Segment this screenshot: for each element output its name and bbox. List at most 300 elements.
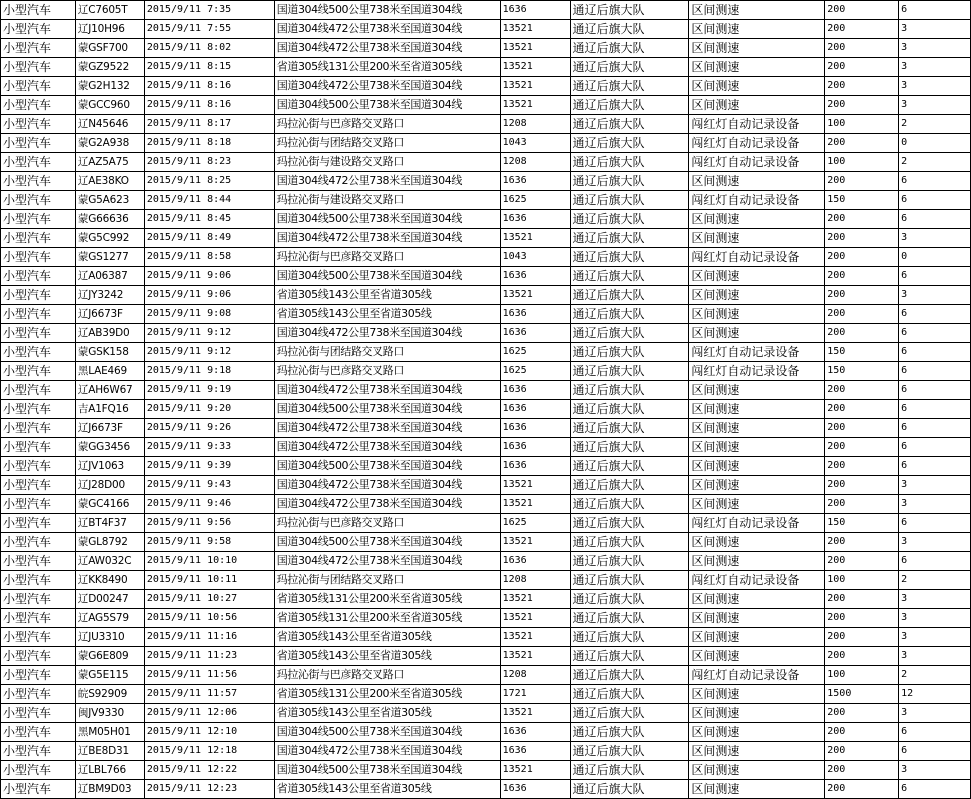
datetime-cell[interactable]: 2015/9/11 12:23 (144, 780, 274, 799)
vehicle-type-cell[interactable]: 小型汽车 (1, 172, 76, 191)
code-cell[interactable]: 1636 (500, 381, 570, 400)
points-cell[interactable]: 2 (899, 571, 971, 590)
code-cell[interactable]: 1625 (500, 343, 570, 362)
location-cell[interactable]: 玛拉沁街与团结路交叉路口 (274, 571, 500, 590)
location-cell[interactable]: 省道305线143公里至省道305线 (274, 628, 500, 647)
unit-cell[interactable]: 通辽后旗大队 (570, 419, 689, 438)
table-row[interactable] (1, 96, 971, 115)
datetime-cell[interactable]: 2015/9/11 9:08 (144, 305, 274, 324)
location-cell[interactable]: 国道304线500公里738米至国道304线 (274, 96, 500, 115)
points-cell[interactable]: 6 (899, 723, 971, 742)
unit-cell[interactable]: 通辽后旗大队 (570, 571, 689, 590)
device-cell[interactable]: 区间测速 (689, 77, 825, 96)
plate-number-cell[interactable]: 蒙GG3456 (75, 438, 144, 457)
points-cell[interactable]: 2 (899, 666, 971, 685)
table-row[interactable] (1, 1, 971, 20)
table-row[interactable] (1, 77, 971, 96)
points-cell[interactable]: 6 (899, 267, 971, 286)
points-cell[interactable]: 3 (899, 58, 971, 77)
unit-cell[interactable]: 通辽后旗大队 (570, 457, 689, 476)
device-cell[interactable]: 闯红灯自动记录设备 (689, 191, 825, 210)
plate-number-cell[interactable]: 辽JY3242 (75, 286, 144, 305)
device-cell[interactable]: 闯红灯自动记录设备 (689, 666, 825, 685)
vehicle-type-cell[interactable]: 小型汽车 (1, 115, 76, 134)
code-cell[interactable]: 1636 (500, 723, 570, 742)
unit-cell[interactable]: 通辽后旗大队 (570, 495, 689, 514)
device-cell[interactable]: 区间测速 (689, 210, 825, 229)
table-row[interactable] (1, 210, 971, 229)
plate-number-cell[interactable]: 蒙GSK158 (75, 343, 144, 362)
location-cell[interactable]: 国道304线472公里738米至国道304线 (274, 20, 500, 39)
datetime-cell[interactable]: 2015/9/11 8:15 (144, 58, 274, 77)
vehicle-type-cell[interactable]: 小型汽车 (1, 571, 76, 590)
code-cell[interactable]: 1636 (500, 267, 570, 286)
datetime-cell[interactable]: 2015/9/11 7:55 (144, 20, 274, 39)
unit-cell[interactable]: 通辽后旗大队 (570, 761, 689, 780)
plate-number-cell[interactable]: 辽JV1063 (75, 457, 144, 476)
unit-cell[interactable]: 通辽后旗大队 (570, 153, 689, 172)
vehicle-type-cell[interactable]: 小型汽车 (1, 495, 76, 514)
code-cell[interactable]: 1636 (500, 172, 570, 191)
location-cell[interactable]: 省道305线143公里至省道305线 (274, 704, 500, 723)
location-cell[interactable]: 国道304线472公里738米至国道304线 (274, 39, 500, 58)
fine-cell[interactable]: 150 (825, 343, 899, 362)
datetime-cell[interactable]: 2015/9/11 8:25 (144, 172, 274, 191)
plate-number-cell[interactable]: 蒙GL8792 (75, 533, 144, 552)
datetime-cell[interactable]: 2015/9/11 8:45 (144, 210, 274, 229)
unit-cell[interactable]: 通辽后旗大队 (570, 96, 689, 115)
fine-cell[interactable]: 100 (825, 666, 899, 685)
vehicle-type-cell[interactable]: 小型汽车 (1, 20, 76, 39)
plate-number-cell[interactable]: 蒙GCC960 (75, 96, 144, 115)
location-cell[interactable]: 玛拉沁街与团结路交叉路口 (274, 134, 500, 153)
location-cell[interactable]: 省道305线131公里200米至省道305线 (274, 685, 500, 704)
plate-number-cell[interactable]: 辽AG5S79 (75, 609, 144, 628)
table-row[interactable] (1, 761, 971, 780)
table-row[interactable] (1, 685, 971, 704)
points-cell[interactable]: 3 (899, 647, 971, 666)
fine-cell[interactable]: 200 (825, 39, 899, 58)
fine-cell[interactable]: 200 (825, 267, 899, 286)
code-cell[interactable]: 1636 (500, 438, 570, 457)
points-cell[interactable]: 3 (899, 761, 971, 780)
points-cell[interactable]: 6 (899, 742, 971, 761)
code-cell[interactable]: 1208 (500, 115, 570, 134)
points-cell[interactable]: 6 (899, 362, 971, 381)
code-cell[interactable]: 13521 (500, 20, 570, 39)
vehicle-type-cell[interactable]: 小型汽车 (1, 666, 76, 685)
fine-cell[interactable]: 1500 (825, 685, 899, 704)
datetime-cell[interactable]: 2015/9/11 9:26 (144, 419, 274, 438)
table-row[interactable] (1, 362, 971, 381)
device-cell[interactable]: 区间测速 (689, 39, 825, 58)
datetime-cell[interactable]: 2015/9/11 9:19 (144, 381, 274, 400)
table-row[interactable] (1, 20, 971, 39)
points-cell[interactable]: 6 (899, 172, 971, 191)
fine-cell[interactable]: 200 (825, 590, 899, 609)
code-cell[interactable]: 1208 (500, 571, 570, 590)
device-cell[interactable]: 区间测速 (689, 552, 825, 571)
location-cell[interactable]: 省道305线143公里至省道305线 (274, 647, 500, 666)
unit-cell[interactable]: 通辽后旗大队 (570, 666, 689, 685)
code-cell[interactable]: 13521 (500, 628, 570, 647)
fine-cell[interactable]: 200 (825, 77, 899, 96)
device-cell[interactable]: 区间测速 (689, 1, 825, 20)
code-cell[interactable]: 1208 (500, 666, 570, 685)
points-cell[interactable]: 6 (899, 457, 971, 476)
plate-number-cell[interactable]: 辽A06387 (75, 267, 144, 286)
fine-cell[interactable]: 200 (825, 305, 899, 324)
device-cell[interactable]: 闯红灯自动记录设备 (689, 362, 825, 381)
datetime-cell[interactable]: 2015/9/11 8:02 (144, 39, 274, 58)
plate-number-cell[interactable]: 黑LAE469 (75, 362, 144, 381)
plate-number-cell[interactable]: 蒙G2A938 (75, 134, 144, 153)
location-cell[interactable]: 国道304线472公里738米至国道304线 (274, 381, 500, 400)
plate-number-cell[interactable]: 蒙GS1277 (75, 248, 144, 267)
datetime-cell[interactable]: 2015/9/11 9:12 (144, 343, 274, 362)
table-row[interactable] (1, 343, 971, 362)
plate-number-cell[interactable]: 皖S92909 (75, 685, 144, 704)
fine-cell[interactable]: 100 (825, 115, 899, 134)
unit-cell[interactable]: 通辽后旗大队 (570, 742, 689, 761)
points-cell[interactable]: 3 (899, 704, 971, 723)
plate-number-cell[interactable]: 辽LBL766 (75, 761, 144, 780)
location-cell[interactable]: 国道304线472公里738米至国道304线 (274, 229, 500, 248)
location-cell[interactable]: 玛拉沁街与巴彦路交叉路口 (274, 115, 500, 134)
points-cell[interactable]: 6 (899, 419, 971, 438)
points-cell[interactable]: 3 (899, 96, 971, 115)
points-cell[interactable]: 0 (899, 134, 971, 153)
location-cell[interactable]: 国道304线472公里738米至国道304线 (274, 742, 500, 761)
points-cell[interactable]: 6 (899, 552, 971, 571)
table-row[interactable] (1, 552, 971, 571)
table-row[interactable] (1, 628, 971, 647)
fine-cell[interactable]: 200 (825, 457, 899, 476)
fine-cell[interactable]: 200 (825, 324, 899, 343)
vehicle-type-cell[interactable]: 小型汽车 (1, 153, 76, 172)
datetime-cell[interactable]: 2015/9/11 9:06 (144, 286, 274, 305)
plate-number-cell[interactable]: 辽BT4F37 (75, 514, 144, 533)
code-cell[interactable]: 1625 (500, 362, 570, 381)
location-cell[interactable]: 国道304线500公里738米至国道304线 (274, 267, 500, 286)
unit-cell[interactable]: 通辽后旗大队 (570, 476, 689, 495)
code-cell[interactable]: 1636 (500, 400, 570, 419)
table-row[interactable] (1, 305, 971, 324)
unit-cell[interactable]: 通辽后旗大队 (570, 20, 689, 39)
plate-number-cell[interactable]: 蒙GZ9522 (75, 58, 144, 77)
device-cell[interactable]: 区间测速 (689, 761, 825, 780)
vehicle-type-cell[interactable]: 小型汽车 (1, 305, 76, 324)
unit-cell[interactable]: 通辽后旗大队 (570, 115, 689, 134)
table-row[interactable] (1, 381, 971, 400)
points-cell[interactable]: 3 (899, 20, 971, 39)
device-cell[interactable]: 区间测速 (689, 685, 825, 704)
location-cell[interactable]: 国道304线500公里738米至国道304线 (274, 1, 500, 20)
table-row[interactable] (1, 723, 971, 742)
datetime-cell[interactable]: 2015/9/11 11:57 (144, 685, 274, 704)
table-row[interactable] (1, 438, 971, 457)
datetime-cell[interactable]: 2015/9/11 8:44 (144, 191, 274, 210)
table-row[interactable] (1, 324, 971, 343)
unit-cell[interactable]: 通辽后旗大队 (570, 305, 689, 324)
unit-cell[interactable]: 通辽后旗大队 (570, 343, 689, 362)
plate-number-cell[interactable]: 吉A1FQ16 (75, 400, 144, 419)
vehicle-type-cell[interactable]: 小型汽车 (1, 685, 76, 704)
location-cell[interactable]: 省道305线131公里200米至省道305线 (274, 609, 500, 628)
table-row[interactable] (1, 704, 971, 723)
unit-cell[interactable]: 通辽后旗大队 (570, 39, 689, 58)
location-cell[interactable]: 国道304线500公里738米至国道304线 (274, 210, 500, 229)
device-cell[interactable]: 区间测速 (689, 172, 825, 191)
unit-cell[interactable]: 通辽后旗大队 (570, 647, 689, 666)
plate-number-cell[interactable]: 辽C7605T (75, 1, 144, 20)
unit-cell[interactable]: 通辽后旗大队 (570, 210, 689, 229)
location-cell[interactable]: 国道304线500公里738米至国道304线 (274, 457, 500, 476)
datetime-cell[interactable]: 2015/9/11 7:35 (144, 1, 274, 20)
vehicle-type-cell[interactable]: 小型汽车 (1, 210, 76, 229)
table-row[interactable] (1, 514, 971, 533)
unit-cell[interactable]: 通辽后旗大队 (570, 780, 689, 799)
location-cell[interactable]: 省道305线143公里至省道305线 (274, 286, 500, 305)
points-cell[interactable]: 2 (899, 115, 971, 134)
datetime-cell[interactable]: 2015/9/11 9:43 (144, 476, 274, 495)
code-cell[interactable]: 13521 (500, 704, 570, 723)
location-cell[interactable]: 国道304线472公里738米至国道304线 (274, 438, 500, 457)
location-cell[interactable]: 玛拉沁街与巴彦路交叉路口 (274, 248, 500, 267)
vehicle-type-cell[interactable]: 小型汽车 (1, 248, 76, 267)
plate-number-cell[interactable]: 辽AE38KO (75, 172, 144, 191)
device-cell[interactable]: 区间测速 (689, 229, 825, 248)
device-cell[interactable]: 闯红灯自动记录设备 (689, 115, 825, 134)
plate-number-cell[interactable]: 蒙G2H132 (75, 77, 144, 96)
device-cell[interactable]: 闯红灯自动记录设备 (689, 514, 825, 533)
table-row[interactable] (1, 172, 971, 191)
location-cell[interactable]: 玛拉沁街与巴彦路交叉路口 (274, 362, 500, 381)
table-row[interactable] (1, 419, 971, 438)
fine-cell[interactable]: 150 (825, 514, 899, 533)
code-cell[interactable]: 13521 (500, 286, 570, 305)
location-cell[interactable]: 省道305线131公里200米至省道305线 (274, 58, 500, 77)
fine-cell[interactable]: 200 (825, 286, 899, 305)
unit-cell[interactable]: 通辽后旗大队 (570, 191, 689, 210)
points-cell[interactable]: 3 (899, 628, 971, 647)
location-cell[interactable]: 省道305线143公里至省道305线 (274, 305, 500, 324)
plate-number-cell[interactable]: 辽BE8D31 (75, 742, 144, 761)
unit-cell[interactable]: 通辽后旗大队 (570, 172, 689, 191)
unit-cell[interactable]: 通辽后旗大队 (570, 362, 689, 381)
unit-cell[interactable]: 通辽后旗大队 (570, 533, 689, 552)
datetime-cell[interactable]: 2015/9/11 9:56 (144, 514, 274, 533)
fine-cell[interactable]: 200 (825, 134, 899, 153)
location-cell[interactable]: 国道304线472公里738米至国道304线 (274, 495, 500, 514)
table-row[interactable] (1, 533, 971, 552)
code-cell[interactable]: 1208 (500, 153, 570, 172)
table-row[interactable] (1, 267, 971, 286)
table-row[interactable] (1, 191, 971, 210)
datetime-cell[interactable]: 2015/9/11 9:06 (144, 267, 274, 286)
location-cell[interactable]: 玛拉沁街与建设路交叉路口 (274, 153, 500, 172)
unit-cell[interactable]: 通辽后旗大队 (570, 58, 689, 77)
code-cell[interactable]: 13521 (500, 96, 570, 115)
unit-cell[interactable]: 通辽后旗大队 (570, 514, 689, 533)
plate-number-cell[interactable]: 蒙G5C992 (75, 229, 144, 248)
vehicle-type-cell[interactable]: 小型汽车 (1, 362, 76, 381)
device-cell[interactable]: 区间测速 (689, 742, 825, 761)
vehicle-type-cell[interactable]: 小型汽车 (1, 552, 76, 571)
datetime-cell[interactable]: 2015/9/11 10:27 (144, 590, 274, 609)
device-cell[interactable]: 闯红灯自动记录设备 (689, 248, 825, 267)
datetime-cell[interactable]: 2015/9/11 10:56 (144, 609, 274, 628)
device-cell[interactable]: 区间测速 (689, 286, 825, 305)
plate-number-cell[interactable]: 蒙G5A623 (75, 191, 144, 210)
fine-cell[interactable]: 100 (825, 571, 899, 590)
plate-number-cell[interactable]: 辽J10H96 (75, 20, 144, 39)
vehicle-type-cell[interactable]: 小型汽车 (1, 514, 76, 533)
datetime-cell[interactable]: 2015/9/11 8:49 (144, 229, 274, 248)
code-cell[interactable]: 13521 (500, 39, 570, 58)
unit-cell[interactable]: 通辽后旗大队 (570, 267, 689, 286)
code-cell[interactable]: 13521 (500, 58, 570, 77)
fine-cell[interactable]: 200 (825, 58, 899, 77)
fine-cell[interactable]: 200 (825, 647, 899, 666)
table-row[interactable] (1, 134, 971, 153)
plate-number-cell[interactable]: 辽AW032C (75, 552, 144, 571)
unit-cell[interactable]: 通辽后旗大队 (570, 628, 689, 647)
device-cell[interactable]: 闯红灯自动记录设备 (689, 343, 825, 362)
fine-cell[interactable]: 200 (825, 533, 899, 552)
code-cell[interactable]: 13521 (500, 533, 570, 552)
unit-cell[interactable]: 通辽后旗大队 (570, 400, 689, 419)
table-row[interactable] (1, 476, 971, 495)
device-cell[interactable]: 区间测速 (689, 305, 825, 324)
vehicle-type-cell[interactable]: 小型汽车 (1, 343, 76, 362)
code-cell[interactable]: 1721 (500, 685, 570, 704)
plate-number-cell[interactable]: 辽N45646 (75, 115, 144, 134)
code-cell[interactable]: 13521 (500, 77, 570, 96)
points-cell[interactable]: 0 (899, 248, 971, 267)
datetime-cell[interactable]: 2015/9/11 12:06 (144, 704, 274, 723)
device-cell[interactable]: 区间测速 (689, 704, 825, 723)
fine-cell[interactable]: 200 (825, 20, 899, 39)
points-cell[interactable]: 3 (899, 495, 971, 514)
location-cell[interactable]: 国道304线500公里738米至国道304线 (274, 761, 500, 780)
unit-cell[interactable]: 通辽后旗大队 (570, 1, 689, 20)
unit-cell[interactable]: 通辽后旗大队 (570, 324, 689, 343)
device-cell[interactable]: 区间测速 (689, 628, 825, 647)
table-row[interactable] (1, 742, 971, 761)
points-cell[interactable]: 6 (899, 210, 971, 229)
points-cell[interactable]: 12 (899, 685, 971, 704)
fine-cell[interactable]: 200 (825, 495, 899, 514)
device-cell[interactable]: 区间测速 (689, 58, 825, 77)
points-cell[interactable]: 3 (899, 533, 971, 552)
vehicle-type-cell[interactable]: 小型汽车 (1, 457, 76, 476)
code-cell[interactable]: 1636 (500, 419, 570, 438)
vehicle-type-cell[interactable]: 小型汽车 (1, 590, 76, 609)
location-cell[interactable]: 玛拉沁街与团结路交叉路口 (274, 343, 500, 362)
fine-cell[interactable]: 200 (825, 172, 899, 191)
fine-cell[interactable]: 200 (825, 400, 899, 419)
datetime-cell[interactable]: 2015/9/11 12:10 (144, 723, 274, 742)
device-cell[interactable]: 区间测速 (689, 647, 825, 666)
device-cell[interactable]: 区间测速 (689, 267, 825, 286)
points-cell[interactable]: 6 (899, 1, 971, 20)
code-cell[interactable]: 13521 (500, 647, 570, 666)
points-cell[interactable]: 6 (899, 438, 971, 457)
plate-number-cell[interactable]: 闽JV9330 (75, 704, 144, 723)
plate-number-cell[interactable]: 蒙GC4166 (75, 495, 144, 514)
vehicle-type-cell[interactable]: 小型汽车 (1, 381, 76, 400)
points-cell[interactable]: 2 (899, 153, 971, 172)
location-cell[interactable]: 玛拉沁街与巴彦路交叉路口 (274, 514, 500, 533)
points-cell[interactable]: 3 (899, 229, 971, 248)
vehicle-type-cell[interactable]: 小型汽车 (1, 96, 76, 115)
location-cell[interactable]: 国道304线472公里738米至国道304线 (274, 77, 500, 96)
plate-number-cell[interactable]: 辽J28D00 (75, 476, 144, 495)
datetime-cell[interactable]: 2015/9/11 11:56 (144, 666, 274, 685)
fine-cell[interactable]: 200 (825, 96, 899, 115)
code-cell[interactable]: 1043 (500, 248, 570, 267)
fine-cell[interactable]: 200 (825, 780, 899, 799)
unit-cell[interactable]: 通辽后旗大队 (570, 77, 689, 96)
location-cell[interactable]: 国道304线472公里738米至国道304线 (274, 476, 500, 495)
vehicle-type-cell[interactable]: 小型汽车 (1, 191, 76, 210)
vehicle-type-cell[interactable]: 小型汽车 (1, 761, 76, 780)
vehicle-type-cell[interactable]: 小型汽车 (1, 77, 76, 96)
plate-number-cell[interactable]: 辽J6673F (75, 305, 144, 324)
table-row[interactable] (1, 248, 971, 267)
vehicle-type-cell[interactable]: 小型汽车 (1, 438, 76, 457)
location-cell[interactable]: 玛拉沁街与巴彦路交叉路口 (274, 666, 500, 685)
table-row[interactable] (1, 590, 971, 609)
plate-number-cell[interactable]: 辽AZ5A75 (75, 153, 144, 172)
device-cell[interactable]: 区间测速 (689, 20, 825, 39)
code-cell[interactable]: 1636 (500, 324, 570, 343)
vehicle-type-cell[interactable]: 小型汽车 (1, 58, 76, 77)
device-cell[interactable]: 区间测速 (689, 780, 825, 799)
code-cell[interactable]: 1625 (500, 191, 570, 210)
device-cell[interactable]: 区间测速 (689, 96, 825, 115)
datetime-cell[interactable]: 2015/9/11 10:11 (144, 571, 274, 590)
vehicle-type-cell[interactable]: 小型汽车 (1, 324, 76, 343)
table-row[interactable] (1, 457, 971, 476)
unit-cell[interactable]: 通辽后旗大队 (570, 552, 689, 571)
device-cell[interactable]: 区间测速 (689, 438, 825, 457)
unit-cell[interactable]: 通辽后旗大队 (570, 134, 689, 153)
location-cell[interactable]: 国道304线500公里738米至国道304线 (274, 533, 500, 552)
datetime-cell[interactable]: 2015/9/11 8:16 (144, 96, 274, 115)
table-row[interactable] (1, 571, 971, 590)
vehicle-type-cell[interactable]: 小型汽车 (1, 723, 76, 742)
vehicle-type-cell[interactable]: 小型汽车 (1, 742, 76, 761)
device-cell[interactable]: 闯红灯自动记录设备 (689, 571, 825, 590)
points-cell[interactable]: 6 (899, 324, 971, 343)
fine-cell[interactable]: 200 (825, 248, 899, 267)
table-row[interactable] (1, 286, 971, 305)
table-row[interactable] (1, 609, 971, 628)
device-cell[interactable]: 区间测速 (689, 381, 825, 400)
vehicle-type-cell[interactable]: 小型汽车 (1, 134, 76, 153)
vehicle-type-cell[interactable]: 小型汽车 (1, 286, 76, 305)
location-cell[interactable]: 国道304线500公里738米至国道304线 (274, 723, 500, 742)
vehicle-type-cell[interactable]: 小型汽车 (1, 229, 76, 248)
device-cell[interactable]: 区间测速 (689, 590, 825, 609)
plate-number-cell[interactable]: 辽D00247 (75, 590, 144, 609)
table-row[interactable] (1, 229, 971, 248)
device-cell[interactable]: 区间测速 (689, 609, 825, 628)
fine-cell[interactable]: 150 (825, 362, 899, 381)
code-cell[interactable]: 1636 (500, 305, 570, 324)
